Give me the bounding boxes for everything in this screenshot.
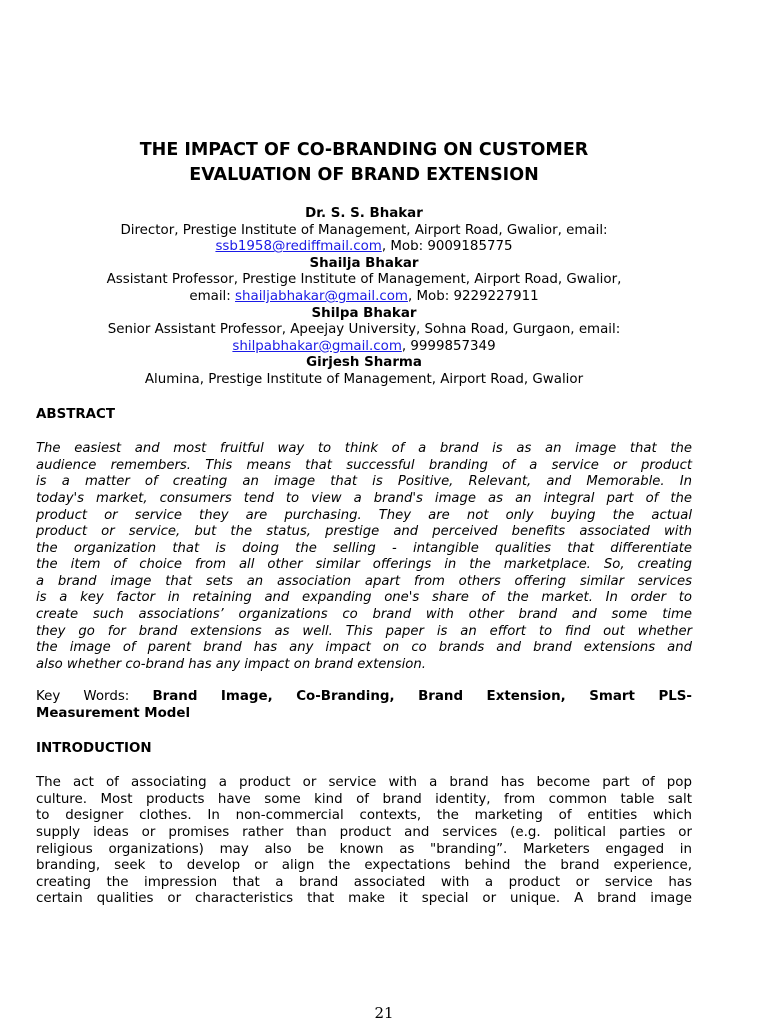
abstract-line: also whether co-brand has any impact on brand extension.	[36, 656, 426, 672]
introduction-line: to designer clothes. In non-commercial contexts, the marketing of entities which	[36, 808, 692, 824]
author-affiliation: Senior Assistant Professor, Apeejay University, Sohna Road, Gurgaon, email:	[107, 322, 621, 338]
abstract-line: create such associations’ organizations co brand with other brand and some time	[36, 607, 692, 623]
abstract-line: The easiest and most fruitful way to think of a brand is as an image that the	[36, 441, 692, 457]
keywords-line-2: Measurement Model	[36, 706, 191, 722]
author-contact	[36, 289, 692, 306]
abstract-line: today's market, consumers tend to view a brand's image as an integral part of the	[36, 490, 692, 506]
author-contact	[36, 339, 692, 356]
title-line-1: THE IMPACT OF CO-BRANDING ON CUSTOMER	[139, 140, 589, 160]
abstract-line: product or service they are purchasing. They are not only buying the actual	[36, 507, 692, 523]
abstract-line: the image of parent brand has any impact on co brands and brand extensions and	[36, 640, 692, 656]
abstract-line: they go for brand extensions as well. This paper is an effort to find out whether	[36, 623, 692, 639]
abstract-line: the item of choice from all other similar offerings in the marketplace. So, creating	[36, 557, 692, 573]
abstract-line: a brand image that sets an association apart from others offering similar services	[36, 573, 692, 589]
paper-title	[36, 138, 692, 188]
abstract-line: audience remembers. This means that successful branding of a service or product	[36, 457, 692, 473]
abstract-heading: ABSTRACT	[36, 406, 115, 422]
keywords-line-1	[36, 689, 692, 706]
introduction-line: culture. Most products have some kind of brand identity, from common table salt	[36, 791, 692, 807]
author-affiliation: Director, Prestige Institute of Management, Airport Road, Gwalior, email:	[120, 222, 608, 238]
abstract-line: product or service, but the status, prestige and perceived benefits associated with	[36, 524, 692, 540]
introduction-line: creating the impression that a brand associated with a product or service has	[36, 874, 692, 890]
keywords-label: Key Words:	[36, 689, 153, 705]
author-affiliation: Assistant Professor, Prestige Institute of Management, Airport Road, Gwalior,	[106, 272, 622, 288]
contact-suffix: , Mob: 9229227911	[407, 288, 539, 304]
keywords	[36, 689, 692, 722]
abstract-line: is a key factor in retaining and expanding one's share of the market. In order to	[36, 590, 692, 606]
title-line-2: EVALUATION OF BRAND EXTENSION	[189, 165, 539, 185]
author-affiliation: Alumina, Prestige Institute of Management, Airport Road, Gwalior	[144, 371, 584, 387]
author-name: Dr. S. S. Bhakar	[305, 206, 423, 221]
page-number: 21	[374, 1004, 394, 1022]
introduction-heading: INTRODUCTION	[36, 740, 152, 756]
introduction-line: The act of associating a product or service with a brand has become part of pop	[36, 775, 692, 791]
author-block	[36, 206, 692, 389]
introduction-line: supply ideas or promises rather than product and services (e.g. political parties or	[36, 825, 692, 840]
abstract-line: is a matter of creating an image that is Positive, Relevant, and Memorable. In	[36, 474, 692, 490]
keywords-list: Brand Image, Co-Branding, Brand Extension, Smart PLS-	[152, 689, 692, 705]
author-name: Shailja Bhakar	[309, 255, 419, 271]
abstract-body	[36, 441, 692, 673]
contact-suffix: , Mob: 9009185775	[381, 239, 513, 255]
introduction-line: religious organizations) may also be known as "branding”. Marketers engaged in	[36, 841, 692, 857]
abstract-line: the organization that is doing the selling - intangible qualities that differentiate	[36, 540, 692, 556]
author-name: Girjesh Sharma	[306, 355, 422, 371]
author-contact	[36, 239, 692, 256]
introduction-body	[36, 775, 692, 908]
email-link[interactable]: ssb1958@rediffmail.com	[215, 239, 382, 255]
email-link[interactable]: shailjabhakar@gmail.com	[235, 288, 408, 304]
author-name: Shilpa Bhakar	[311, 305, 417, 321]
email-link[interactable]: shilpabhakar@gmail.com	[232, 338, 402, 354]
introduction-line: certain qualities or characteristics that make it special or unique. A brand image	[36, 891, 692, 907]
introduction-line: branding, seek to develop or align the expectations behind the brand experience,	[36, 858, 692, 874]
contact-suffix: , 9999857349	[401, 338, 496, 354]
contact-prefix: email:	[189, 288, 236, 304]
paper-page	[36, 138, 692, 908]
